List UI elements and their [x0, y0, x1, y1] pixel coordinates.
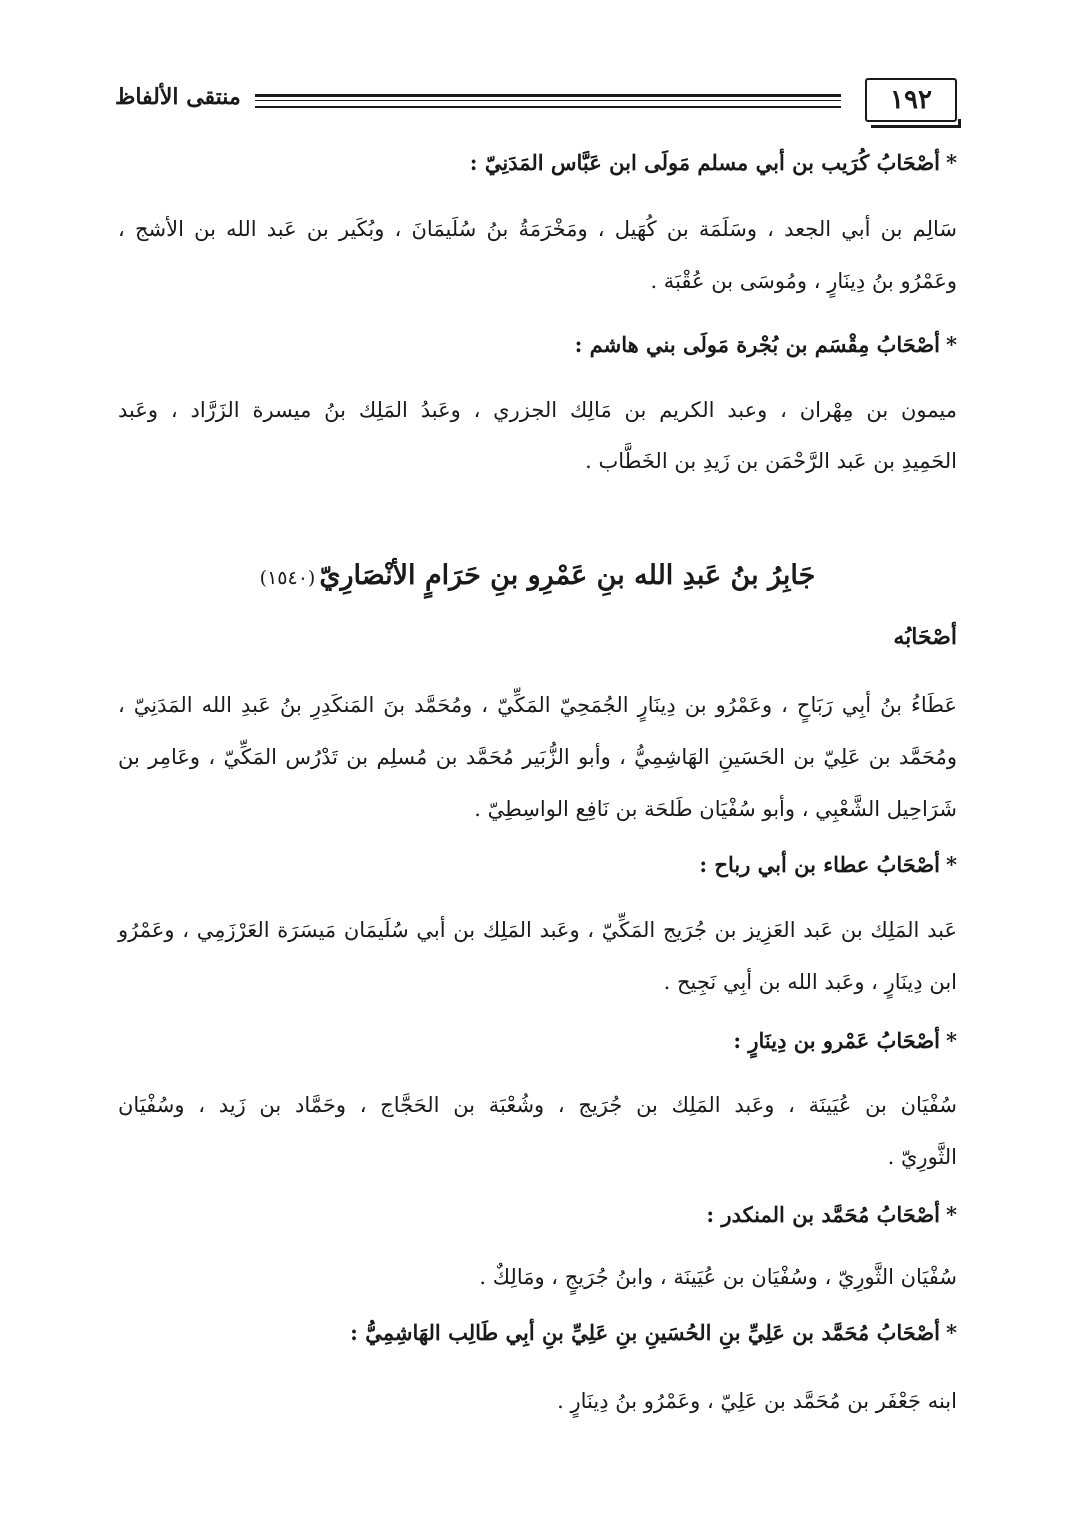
- heading-text: أصْحَابُ مِقْسَم بن بُجْرة مَولَى بني هاشم :: [574, 332, 941, 357]
- star-icon: *: [946, 332, 957, 357]
- heading-kurayb: [470, 148, 957, 178]
- heading-muhammad-ali: [350, 1318, 957, 1348]
- header-rule: [255, 94, 841, 108]
- heading-ata: [699, 850, 957, 880]
- paragraph-line: عَطَاءُ بنُ أبِي رَبَاحٍ ، وعَمْرُو بن دِينَارٍ الجُمَحِيّ المَكِّيّ ، ومُحَمَّد بنَ المَنكَدِرِ بنُ عَبدِ الله المَدَنِيّ ،: [118, 693, 957, 717]
- heading-text: أصْحَابُ كُرَيب بن أبي مسلم مَولَى ابن عَبَّاس المَدَنِيّ :: [469, 150, 941, 175]
- heading-text: أصْحَابُ عَمْرو بن دِينَارٍ :: [733, 1028, 941, 1053]
- paragraph-line: الثَّورِيّ .: [887, 1145, 957, 1169]
- paragraph-line: سُفْيَان بن عُيَينَة ، وعَبد المَلِك بن جُرَيج ، وشُعْبَة بن الحَجَّاج ، وحَمَّاد بن زَيد ، وسُفْيَان: [118, 1093, 957, 1117]
- paragraph-line: ميمون بن مِهْران ، وعبد الكريم بن مَالِك الجزري ، وعَبدُ المَلِك بنُ ميسرة الزَرَّاد ، وعَبد: [118, 398, 957, 422]
- star-icon: *: [946, 150, 957, 175]
- paragraph-line: ابنه جَعْفَر بن مُحَمَّد بن عَلِيّ ، وعَمْرُو بنُ دِينَارٍ .: [557, 1389, 957, 1413]
- paragraph-line: سَالِم بن أبي الجعد ، وسَلَمَة بن كُهَيل ، ومَخْرَمَةُ بنُ سُلَيمَانَ ، وبُكَير بن عَبد الله بن الأشج ،: [118, 217, 957, 241]
- paragraph-line: عَبد المَلِك بن عَبد العَزِيز بن جُرَيج المَكِّيّ ، وعَبد المَلِك بن أبي سُلَيمَان مَيسَرَة العَرْزَمِي ، وعَمْرُو: [118, 918, 957, 942]
- paragraph-line: شَرَاحِيل الشَّعْبِي ، وأبو سُفْيَان طَلحَة بن نَافِع الواسِطِيّ .: [474, 797, 957, 821]
- section-title-text: جَابِرُ بنُ عَبدِ الله بنِ عَمْرِو بنِ حَرَامٍ الأنْصَارِيّ: [319, 560, 816, 591]
- page-number-box: [865, 78, 957, 122]
- star-icon: *: [946, 1320, 957, 1345]
- heading-miqsam: [575, 330, 957, 360]
- page-header: [115, 74, 957, 134]
- heading-text: أصْحَابُ مُحَمَّد بن عَلِيِّ بنِ الحُسَينِ بنِ عَلِيِّ بنِ أبِي طَالِب الهَاشِمِيُّ :: [350, 1320, 941, 1345]
- paragraph-line: ابن دِينَارٍ ، وعَبد الله بن أبِي نَجِيح .: [663, 970, 957, 994]
- paragraph-line: وعَمْرُو بنُ دِينَارٍ ، ومُوسَى بن عُقْبَة .: [650, 269, 957, 293]
- book-title: منتقى الألفاظ: [115, 84, 241, 110]
- heading-text: أصْحَابُ مُحَمَّد بن المنكدر :: [706, 1202, 941, 1227]
- star-icon: *: [946, 852, 957, 877]
- sub-title: أصْحَابُه: [893, 624, 957, 650]
- heading-amr: [733, 1026, 957, 1056]
- paragraph-line: ومُحَمَّد بن عَلِيّ بن الحَسَينِ الهَاشِمِيُّ ، وأبو الزُّبَير مُحَمَّد بن مُسلِم بن تَدْرُس المَكِّيّ ، وعَامِر بن: [118, 745, 957, 769]
- paragraph-line: سُفْيَان الثَّورِيّ ، وسُفْيَان بن عُيَينَة ، وابنُ جُرَيجٍ ، ومَالِكٌ .: [479, 1265, 957, 1289]
- paragraph-line: الحَمِيدِ بن عَبد الرَّحْمَن بن زَيدِ بن الخَطَّاب .: [585, 449, 957, 473]
- section-title: [118, 560, 957, 591]
- page-number: ١٩٢: [890, 85, 932, 115]
- section-number: (١٥٤٠): [259, 567, 316, 589]
- star-icon: *: [946, 1202, 957, 1227]
- heading-text: أصْحَابُ عطاء بن أبي رباح :: [699, 852, 941, 877]
- star-icon: *: [946, 1028, 957, 1053]
- heading-munkadir: [706, 1200, 957, 1230]
